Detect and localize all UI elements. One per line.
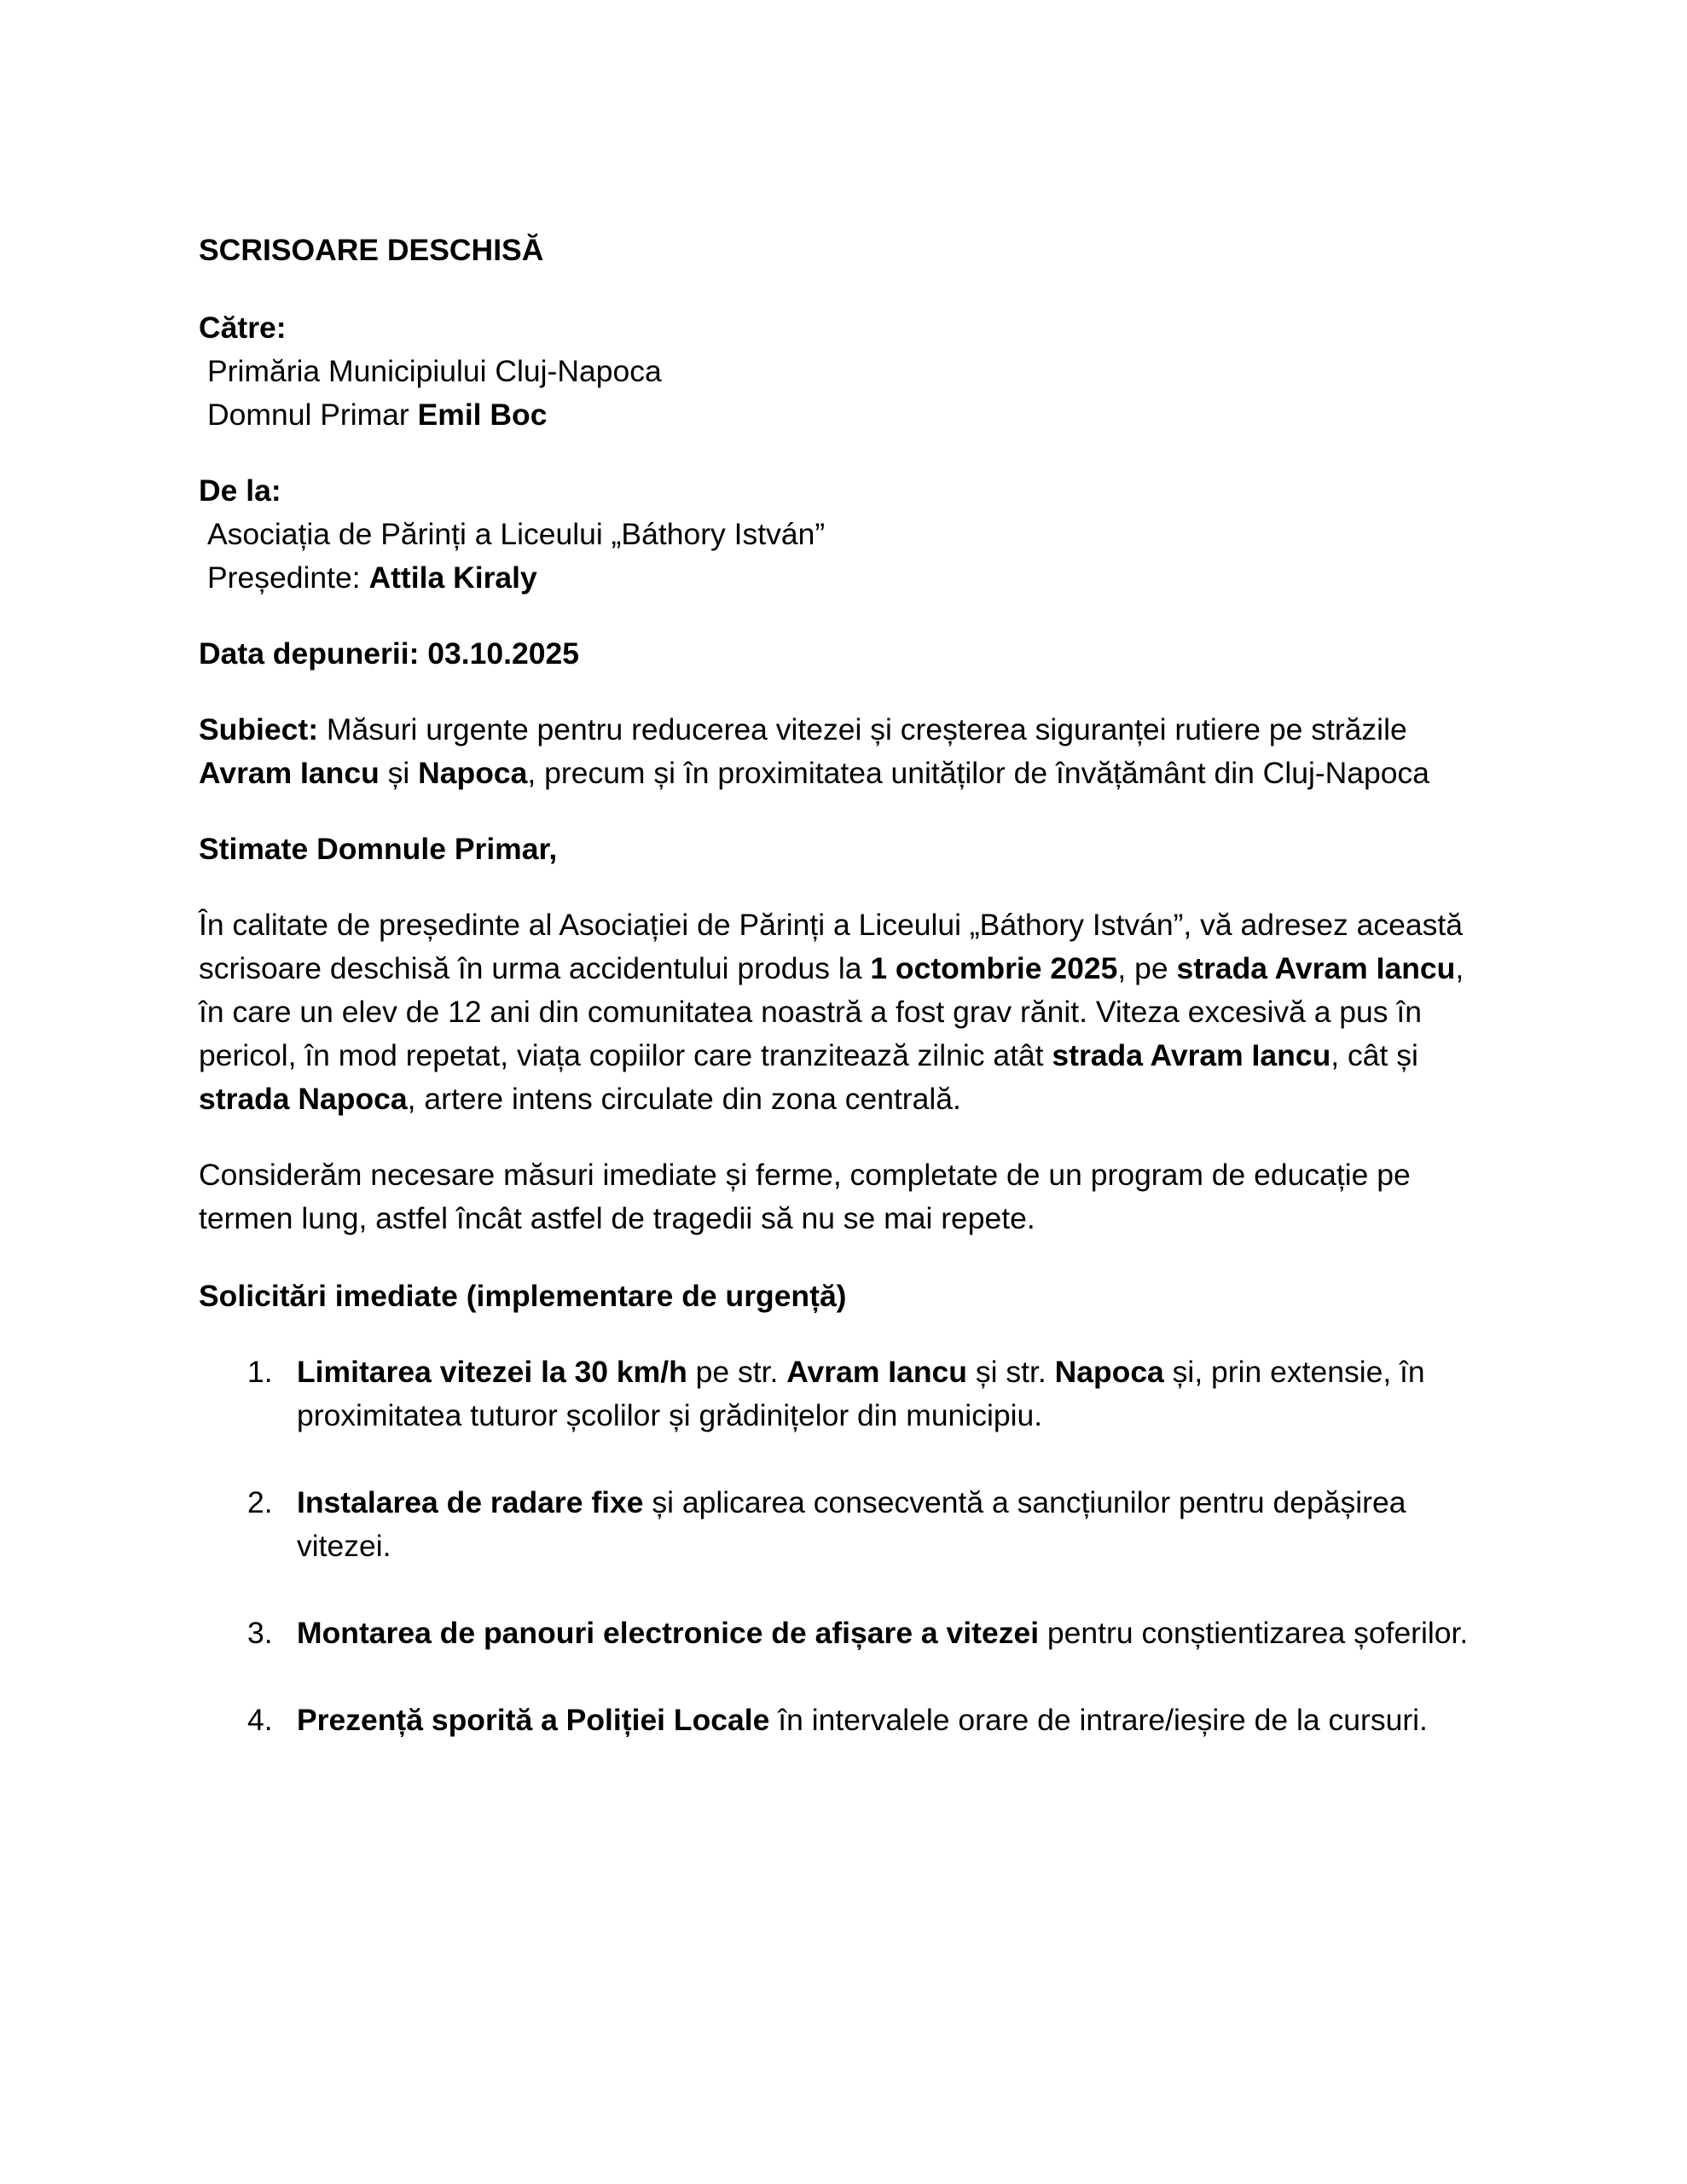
subject-line [199,708,1495,795]
text-run: Considerăm necesare măsuri imediate și ferme, completate de un program de educație pe termen lung, astfel încât astfel de tragedii să nu se mai repete. [199,1158,1411,1235]
request-text [297,1703,1428,1737]
request-text [297,1355,1425,1432]
bold-text-run: Prezență sporită a Poliției Locale [297,1703,770,1737]
text-run: pentru conștientizarea șoferilor. [1039,1616,1469,1650]
bold-text-run: Subiect: [199,712,319,746]
requests-list [199,1350,1495,1742]
text-run: pe str. [687,1355,787,1389]
bold-text-run: Napoca [1054,1355,1164,1389]
text-run: , pe [1117,951,1177,985]
request-text [297,1616,1468,1650]
recipient-line [199,350,1495,393]
request-text [297,1485,1406,1563]
sender-line [199,556,1495,600]
text-run: Președinte: [207,561,369,595]
request-item [199,1350,1495,1438]
salutation: Stimate Domnule Primar, [199,832,558,866]
recipient-label: Către: [199,311,287,345]
requests-heading: Solicitări imediate (implementare de urgență) [199,1279,847,1313]
text-run: și, prin extensie, în proximitatea tuturor școlilor și grădinițelor din municipiu. [297,1355,1425,1432]
bold-text-run: Limitarea vitezei la 30 km/h [297,1355,687,1389]
text-run: Asociația de Părinți a Liceului „Báthory István” [207,517,826,551]
letter-page [199,229,1495,1786]
bold-text-run: Attila Kiraly [368,561,537,595]
bold-text-run: Montarea de panouri electronice de afișare a vitezei [297,1616,1040,1650]
body-paragraph [199,903,1495,1121]
recipient-line [199,393,1495,437]
text-run: și str. [966,1355,1055,1389]
text-run: și aplicarea consecventă a sancțiunilor pentru depășirea vitezei. [297,1485,1406,1563]
request-item [199,1481,1495,1568]
text-run: Domnul Primar [207,398,418,432]
recipient-block [199,306,1495,437]
request-number: 2. [247,1485,273,1519]
text-run: , cât și [1330,1038,1418,1072]
text-run: în intervalele orare de intrare/ieșire de la cursuri. [769,1703,1428,1737]
request-number: 3. [247,1616,273,1650]
bold-text-run: Avram Iancu [199,756,380,790]
body-paragraph [199,1153,1495,1240]
bold-text-run: Napoca [418,756,528,790]
bold-text-run: strada Avram Iancu [1176,951,1456,985]
bold-text-run: 1 octombrie 2025 [870,951,1118,985]
text-run: , în care un elev de 12 ani din comunitatea noastră a fost grav rănit. Viteza excesivă a pus în pericol, în mod repetat, viața copiilor care tranzitează zilnic atât [199,951,1464,1072]
text-run: , precum și în proximitatea unităților de învățământ din Cluj-Napoca [527,756,1430,790]
sender-block [199,469,1495,600]
text-run: , artere intens circulate din zona centrală. [407,1082,961,1116]
bold-text-run: Instalarea de radare fixe [297,1485,644,1519]
letter-title: SCRISOARE DESCHISĂ [199,233,544,267]
bold-text-run: strada Avram Iancu [1052,1038,1331,1072]
request-number: 4. [247,1703,273,1737]
text-run: Măsuri urgente pentru reducerea vitezei și creșterea siguranței rutiere pe străzile [318,712,1407,746]
submission-date: Data depunerii: 03.10.2025 [199,636,579,671]
sender-line [199,513,1495,556]
request-item [199,1612,1495,1655]
bold-text-run: Avram Iancu [786,1355,967,1389]
text-run: și [379,756,419,790]
request-number: 1. [247,1355,273,1389]
bold-text-run: strada Napoca [199,1082,408,1116]
text-run: În calitate de președinte al Asociației de Părinți a Liceului „Báthory István”, vă adresez această scrisoare deschisă în urma accidentului produs la [199,908,1463,985]
request-item [199,1699,1495,1742]
text-run: Primăria Municipiului Cluj-Napoca [207,354,662,388]
sender-label: De la: [199,473,281,508]
bold-text-run: Emil Boc [417,398,548,432]
